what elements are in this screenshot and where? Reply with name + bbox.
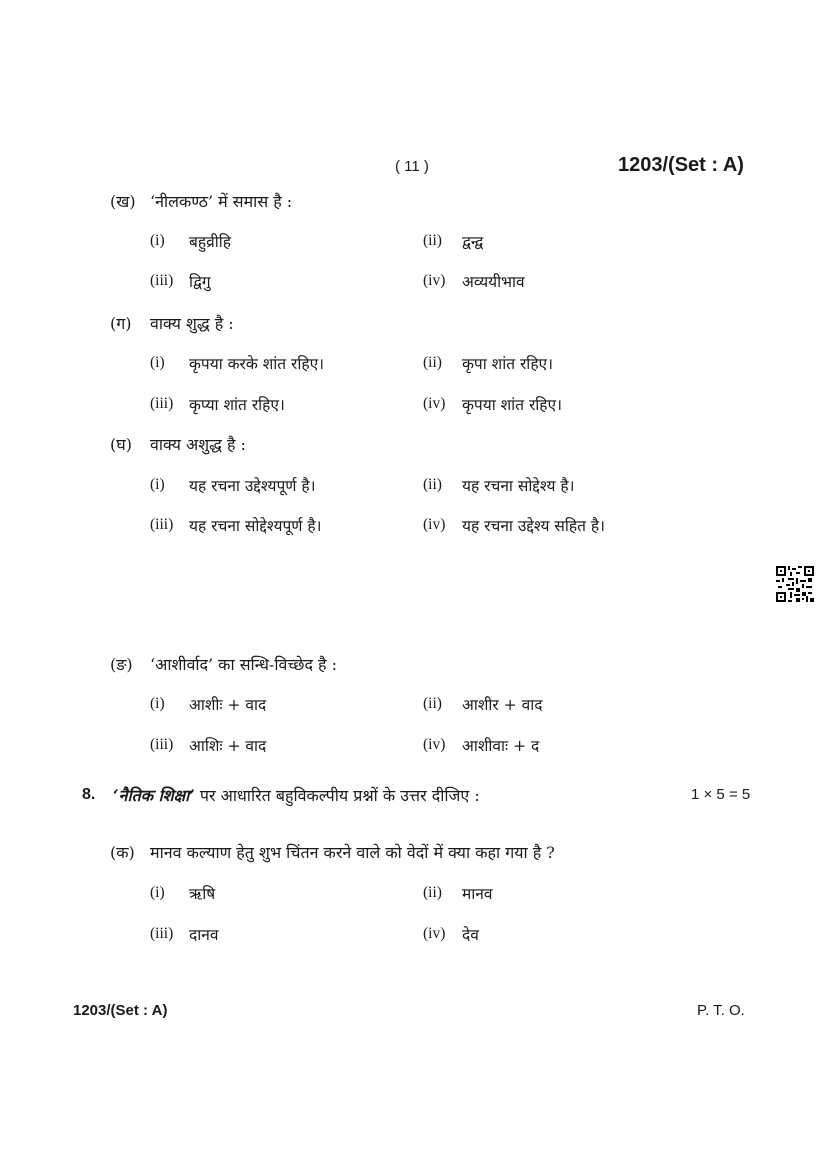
option-number: (ii) <box>423 695 442 712</box>
option-number: (i) <box>150 695 165 712</box>
option-text: यह रचना सोद्देश्यपूर्ण है। <box>189 517 322 535</box>
option-number: (iii) <box>150 736 174 753</box>
option-number: (i) <box>150 476 165 493</box>
section-title <box>113 784 480 806</box>
option-text: कृपया करके शांत रहिए। <box>189 355 325 373</box>
set-code-footer: 1203/(Set : A) <box>73 1002 168 1019</box>
option-text: आशीवाः + द <box>462 737 540 755</box>
option-text: आशीर + वाद <box>462 696 543 714</box>
option-text: द्विगु <box>189 273 211 291</box>
section-title-emphasis: ‘नैतिक शिक्षा’ <box>113 786 195 805</box>
question-stem: मानव कल्याण हेतु शुभ चिंतन करने वाले को वेदों में क्या कहा गया है ? <box>150 843 555 862</box>
option-number: (iv) <box>423 395 446 412</box>
question-stem: वाक्य शुद्ध है : <box>150 314 234 333</box>
option-number: (iii) <box>150 516 174 533</box>
option-text: यह रचना सोद्देश्य है। <box>462 477 575 495</box>
question-label: (क) <box>110 843 135 862</box>
option-text: कृपा शांत रहिए। <box>462 355 553 373</box>
option-number: (iv) <box>423 516 446 533</box>
option-text: दानव <box>189 926 219 944</box>
question-label: (ख) <box>110 192 136 211</box>
section-title-rest: पर आधारित बहुविकल्पीय प्रश्नों के उत्तर दीजिए : <box>199 786 480 805</box>
option-text: आशिः + वाद <box>189 737 267 755</box>
question-stem: ‘नीलकण्ठ’ में समास है : <box>150 192 293 211</box>
page-number: ( 11 ) <box>395 158 429 175</box>
question-label: (ङ) <box>110 655 133 674</box>
question-label: (ग) <box>110 314 132 333</box>
option-number: (ii) <box>423 354 442 371</box>
option-number: (iv) <box>423 925 446 942</box>
set-code-header: 1203/(Set : A) <box>618 154 744 176</box>
option-number: (iv) <box>423 272 446 289</box>
option-number: (iv) <box>423 736 446 753</box>
section-marks: 1 × 5 = 5 <box>691 786 751 803</box>
qr-code-icon <box>776 566 814 602</box>
option-text: बहुव्रीहि <box>189 233 231 251</box>
option-number: (ii) <box>423 476 442 493</box>
question-stem: वाक्य अशुद्ध है : <box>150 435 246 454</box>
section-number: 8. <box>82 786 96 803</box>
option-number: (iii) <box>150 272 174 289</box>
question-stem: ‘आशीर्वाद’ का सन्धि-विच्छेद है : <box>150 655 338 674</box>
question-label: (घ) <box>110 435 132 454</box>
option-text: मानव <box>462 885 493 903</box>
option-number: (ii) <box>423 232 442 249</box>
option-number: (ii) <box>423 884 442 901</box>
option-text: कृप्या शांत रहिए। <box>189 396 285 414</box>
option-text: अव्ययीभाव <box>462 273 525 291</box>
option-number: (i) <box>150 354 165 371</box>
option-number: (i) <box>150 884 165 901</box>
option-text: यह रचना उद्देश्यपूर्ण है। <box>189 477 316 495</box>
option-text: द्वन्द्व <box>462 233 484 251</box>
option-text: देव <box>462 926 479 944</box>
option-number: (iii) <box>150 925 174 942</box>
pto-label: P. T. O. <box>697 1002 745 1019</box>
option-text: ऋषि <box>189 885 216 903</box>
option-number: (iii) <box>150 395 174 412</box>
option-text: यह रचना उद्देश्य सहित है। <box>462 517 605 535</box>
option-text: कृपया शांत रहिए। <box>462 396 562 414</box>
option-text: आशीः + वाद <box>189 696 267 714</box>
option-number: (i) <box>150 232 165 249</box>
